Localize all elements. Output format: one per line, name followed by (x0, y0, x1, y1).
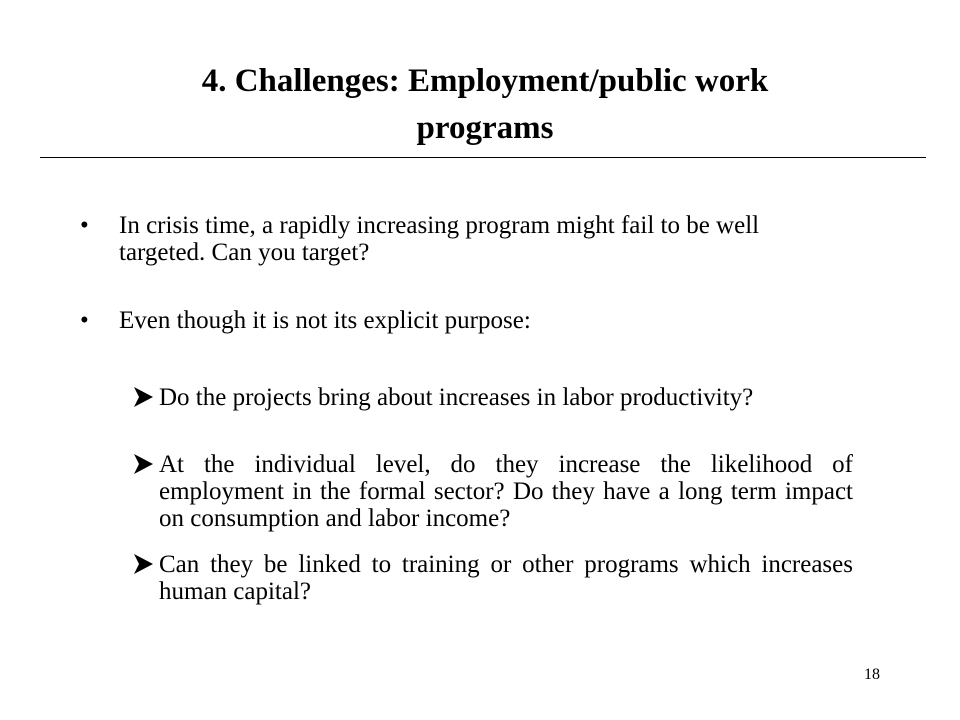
sub-bullet-text: At the individual level, do they increase the likelihood of employment in the formal sector? Do they have a long term impact on consumption and labor income? (159, 451, 853, 532)
bullet-dot-icon: • (80, 212, 89, 239)
arrowhead-bullet-icon (131, 385, 155, 409)
slide-title (130, 58, 840, 152)
title-divider (40, 157, 926, 158)
arrowhead-bullet-icon (131, 552, 155, 576)
slide-title-line-1: 4. Challenges: Employment/public work (201, 63, 769, 99)
bullet-text: Even though it is not its explicit purpose: (119, 307, 531, 334)
sub-bullet-text: Can they be linked to training or other programs which increases human capital? (159, 551, 853, 605)
bullet-dot-icon: • (80, 307, 89, 334)
slide-title-line-2: programs (416, 110, 554, 146)
page-number: 18 (864, 666, 880, 683)
arrowhead-bullet-icon (131, 452, 155, 476)
sub-bullet-text: Do the projects bring about increases in labor productivity? (159, 384, 754, 411)
bullet-text: In crisis time, a rapidly increasing program might fail to be well targeted. Can you target? (119, 212, 760, 266)
